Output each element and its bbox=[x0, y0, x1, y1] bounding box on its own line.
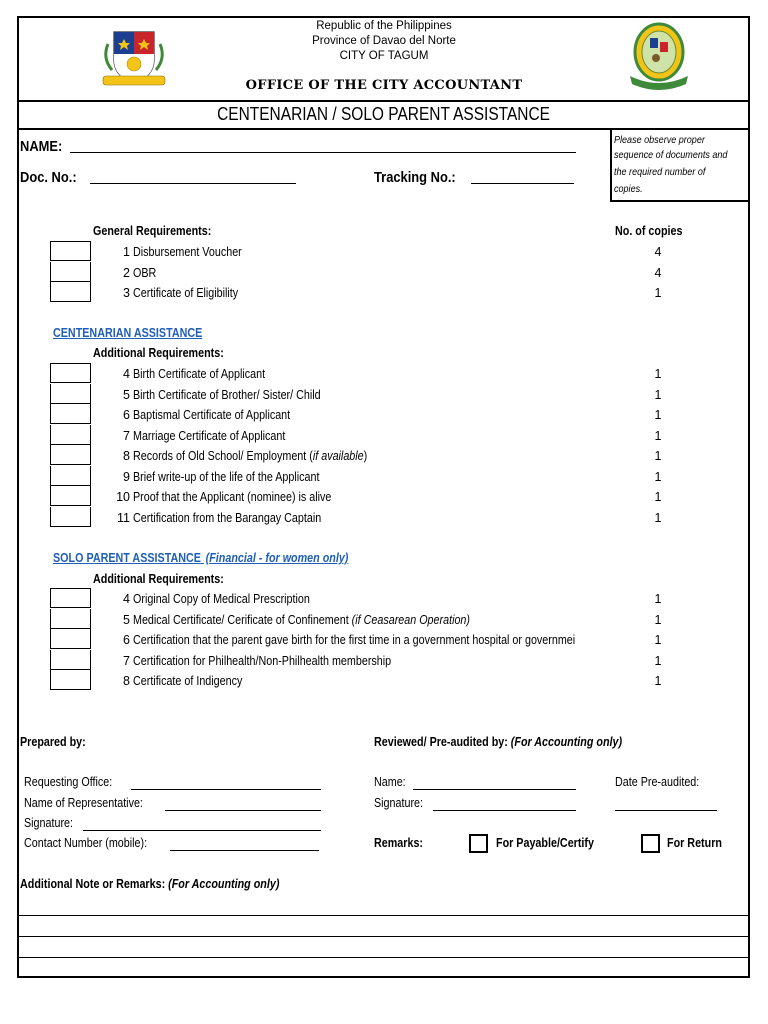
centenarian-item-text: Marriage Certificate of Applicant bbox=[133, 428, 286, 443]
contact-number-field[interactable] bbox=[170, 850, 319, 851]
payable-certify-label: For Payable/Certify bbox=[496, 836, 594, 850]
solo-parent-item-text: Certification for Philhealth/Non-Philhealth membership bbox=[133, 653, 392, 668]
solo-parent-additional-heading: Additional Requirements: bbox=[93, 572, 224, 586]
date-pre-audited-field[interactable] bbox=[615, 810, 717, 811]
centenarian-item-text: Brief write-up of the life of the Applicant bbox=[133, 469, 320, 484]
city-of-tagum-seal-icon bbox=[626, 20, 692, 96]
centenarian-copies: 1 bbox=[654, 387, 662, 402]
general-checkbox-1[interactable] bbox=[50, 241, 91, 261]
general-item-text: Certificate of Eligibility bbox=[133, 286, 239, 300]
solo-parent-heading-note: (Financial - for women only) bbox=[205, 551, 349, 565]
centenarian-copies: 1 bbox=[654, 449, 662, 463]
solo-parent-item-number: 7 bbox=[123, 653, 130, 668]
solo-parent-checkbox-4[interactable] bbox=[50, 588, 91, 608]
philippine-seal-icon bbox=[100, 24, 168, 92]
centenarian-checkbox-4[interactable] bbox=[50, 363, 91, 383]
additional-note-label: Additional Note or Remarks: bbox=[20, 877, 169, 891]
solo-parent-copies: 1 bbox=[654, 592, 662, 606]
solo-parent-checkbox-8[interactable] bbox=[50, 670, 91, 690]
centenarian-item-text: Certification from the Barangay Captain bbox=[133, 510, 322, 525]
name-label: NAME: bbox=[20, 138, 63, 155]
no-of-copies-heading: No. of copies bbox=[615, 224, 683, 238]
general-copies: 1 bbox=[654, 286, 662, 300]
centenarian-item-number: 10 bbox=[116, 490, 130, 504]
solo-parent-item-number: 8 bbox=[123, 674, 130, 688]
general-item-text: OBR bbox=[133, 265, 157, 280]
centenarian-item-text: Records of Old School/ Employment (if available) bbox=[133, 449, 368, 463]
reviewer-signature-field[interactable] bbox=[433, 810, 576, 811]
general-checkbox-2[interactable] bbox=[50, 262, 91, 282]
centenarian-item-number: 11 bbox=[117, 510, 130, 525]
solo-parent-item-number: 6 bbox=[123, 633, 130, 647]
general-requirements-heading: General Requirements: bbox=[93, 224, 212, 238]
centenarian-checkbox-11[interactable] bbox=[50, 507, 91, 527]
centenarian-item-text: Birth Certificate of Brother/ Sister/ Child bbox=[133, 387, 321, 402]
signature-field[interactable] bbox=[83, 830, 321, 831]
general-item-number: 3 bbox=[123, 286, 130, 300]
note-line-1: Please observe proper bbox=[614, 134, 705, 146]
centenarian-checkbox-8[interactable] bbox=[50, 445, 91, 465]
centenarian-item-number: 5 bbox=[123, 387, 130, 402]
solo-parent-copies: 1 bbox=[654, 653, 662, 668]
centenarian-checkbox-9[interactable] bbox=[50, 466, 91, 486]
tracking-no-label: Tracking No.: bbox=[374, 169, 456, 186]
centenarian-item-number: 7 bbox=[123, 428, 130, 443]
office-title: OFFICE OF THE CITY ACCOUNTANT bbox=[245, 78, 523, 93]
reviewed-by-note: (For Accounting only) bbox=[510, 735, 623, 749]
centenarian-heading: CENTENARIAN ASSISTANCE bbox=[53, 326, 203, 340]
solo-parent-checkbox-6[interactable] bbox=[50, 629, 91, 649]
centenarian-item-number: 6 bbox=[123, 408, 130, 422]
centenarian-copies: 1 bbox=[654, 408, 662, 422]
for-return-label: For Return bbox=[667, 836, 722, 850]
general-item-number: 1 bbox=[123, 245, 130, 259]
requesting-office-field[interactable] bbox=[131, 789, 321, 790]
centenarian-copies: 1 bbox=[654, 510, 662, 525]
solo-parent-item-text: Original Copy of Medical Prescription bbox=[133, 592, 310, 606]
solo-parent-item-number: 4 bbox=[123, 592, 130, 606]
centenarian-copies: 1 bbox=[654, 367, 662, 381]
representative-label: Name of Representative: bbox=[24, 796, 143, 810]
centenarian-item-text: Baptismal Certificate of Applicant bbox=[133, 408, 291, 422]
centenarian-copies: 1 bbox=[654, 428, 662, 443]
doc-no-field[interactable] bbox=[90, 183, 296, 184]
note-line-2: sequence of documents and bbox=[614, 149, 728, 161]
note-line-4: copies. bbox=[614, 183, 643, 195]
reviewed-by-label: Reviewed/ Pre-audited by: bbox=[374, 735, 511, 749]
general-copies: 4 bbox=[654, 265, 662, 280]
remarks-label: Remarks: bbox=[374, 836, 424, 850]
centenarian-copies: 1 bbox=[654, 469, 662, 484]
note-line-b[interactable] bbox=[18, 936, 749, 937]
header-province: Province of Davao del Norte bbox=[312, 35, 456, 47]
general-item-text: Disbursement Voucher bbox=[133, 245, 242, 259]
header-country: Republic of the Philippines bbox=[316, 20, 452, 32]
doc-no-label: Doc. No.: bbox=[20, 169, 77, 186]
general-checkbox-3[interactable] bbox=[50, 282, 91, 302]
reviewer-name-label: Name: bbox=[374, 775, 406, 789]
prepared-by-label: Prepared by: bbox=[20, 735, 86, 749]
centenarian-checkbox-7[interactable] bbox=[50, 425, 91, 445]
note-line-c[interactable] bbox=[18, 957, 749, 958]
centenarian-item-number: 9 bbox=[123, 469, 130, 484]
header-city: CITY OF TAGUM bbox=[339, 50, 429, 62]
solo-parent-item-text: Certificate of Indigency bbox=[133, 674, 243, 688]
general-copies: 4 bbox=[654, 245, 662, 259]
tracking-no-field[interactable] bbox=[471, 183, 574, 184]
contact-number-label: Contact Number (mobile): bbox=[24, 836, 148, 850]
centenarian-additional-heading: Additional Requirements: bbox=[93, 346, 224, 360]
date-pre-audited-label: Date Pre-audited: bbox=[615, 775, 700, 789]
additional-note-qualifier: (For Accounting only) bbox=[168, 877, 280, 891]
centenarian-checkbox-6[interactable] bbox=[50, 404, 91, 424]
solo-parent-item-text: Certification that the parent gave birth for the first time in a government hospital or governmei bbox=[133, 633, 576, 647]
name-field[interactable] bbox=[70, 152, 576, 153]
note-line-a[interactable] bbox=[18, 915, 749, 916]
solo-parent-copies: 1 bbox=[654, 674, 662, 688]
reviewer-signature-label: Signature: bbox=[374, 796, 424, 810]
centenarian-checkbox-10[interactable] bbox=[50, 486, 91, 506]
for-return-checkbox[interactable] bbox=[641, 834, 660, 853]
solo-parent-heading: SOLO PARENT ASSISTANCE bbox=[53, 551, 201, 565]
solo-parent-checkbox-5[interactable] bbox=[50, 609, 91, 629]
centenarian-copies: 1 bbox=[654, 490, 662, 504]
representative-field[interactable] bbox=[165, 810, 321, 811]
note-line-3: the required number of bbox=[614, 166, 706, 178]
solo-parent-checkbox-7[interactable] bbox=[50, 650, 91, 670]
general-item-number: 2 bbox=[123, 265, 130, 280]
solo-parent-copies: 1 bbox=[654, 612, 662, 627]
centenarian-item-number: 4 bbox=[123, 367, 130, 381]
reviewer-name-field[interactable] bbox=[413, 789, 576, 790]
form-title: CENTENARIAN / SOLO PARENT ASSISTANCE bbox=[217, 104, 550, 124]
signature-label: Signature: bbox=[24, 816, 74, 830]
centenarian-item-text: Birth Certificate of Applicant bbox=[133, 367, 266, 381]
centenarian-checkbox-5[interactable] bbox=[50, 384, 91, 404]
solo-parent-item-number: 5 bbox=[123, 612, 130, 627]
requesting-office-label: Requesting Office: bbox=[24, 775, 113, 789]
solo-parent-item-text: Medical Certificate/ Cerificate of Confinement (if Ceasarean Operation) bbox=[133, 612, 470, 627]
solo-parent-copies: 1 bbox=[654, 633, 662, 647]
centenarian-item-number: 8 bbox=[123, 449, 130, 463]
centenarian-item-text: Proof that the Applicant (nominee) is alive bbox=[133, 490, 332, 504]
payable-certify-checkbox[interactable] bbox=[469, 834, 488, 853]
